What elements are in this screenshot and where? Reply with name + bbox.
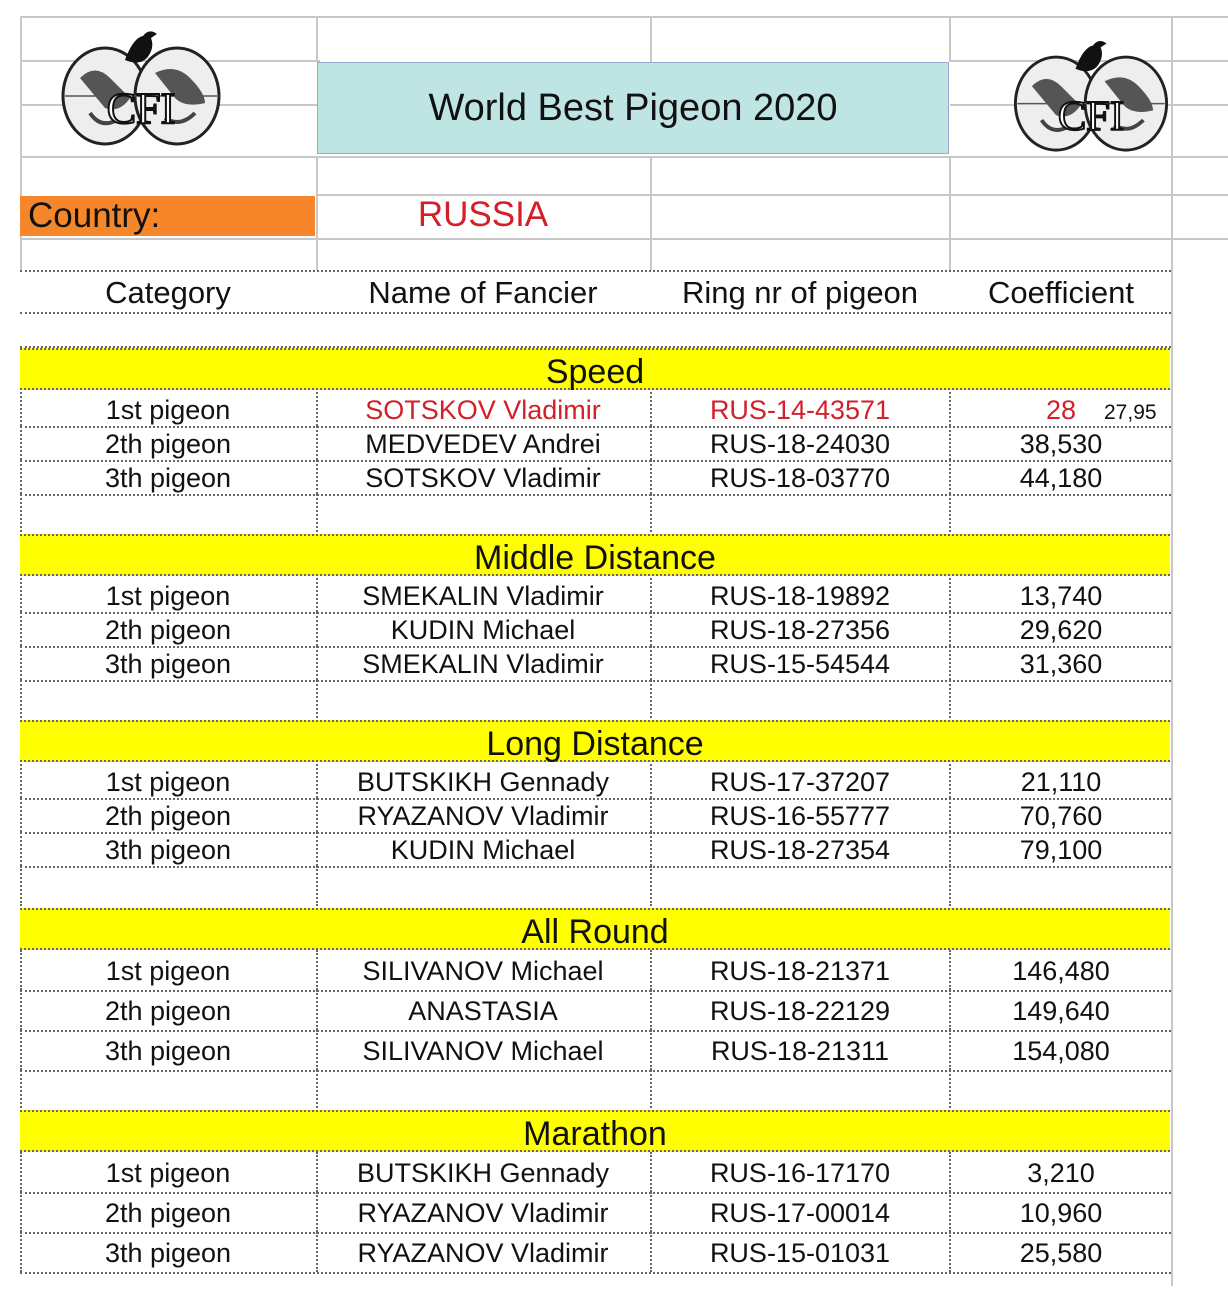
column-divider — [949, 866, 951, 906]
column-divider — [20, 494, 22, 532]
row-category: 2th pigeon — [104, 429, 232, 459]
row-fancier: SOTSKOV Vladimir — [365, 463, 601, 493]
row-category: 1st pigeon — [105, 956, 231, 986]
row-ring: RUS-17-37207 — [709, 767, 891, 797]
column-header-category: Category — [105, 275, 231, 310]
row-coefficient: 154,080 — [1012, 1036, 1110, 1066]
row-fancier: RYAZANOV Vladimir — [357, 801, 609, 831]
column-divider — [316, 1070, 318, 1108]
section-header: Long Distance — [20, 720, 1170, 762]
column-divider — [650, 680, 652, 718]
column-divider — [316, 680, 318, 718]
row-category: 3th pigeon — [104, 1036, 232, 1066]
column-divider — [650, 1070, 652, 1108]
row-coefficient: 70,760 — [1019, 801, 1103, 831]
row-coefficient: 29,620 — [1019, 615, 1103, 645]
row-ring: RUS-18-03770 — [709, 463, 891, 493]
row-category: 1st pigeon — [105, 767, 231, 797]
row-divider — [20, 494, 1171, 496]
column-divider — [650, 494, 652, 532]
row-ring: RUS-15-54544 — [709, 649, 891, 679]
section-header: Marathon — [20, 1110, 1170, 1152]
row-coefficient: 44,180 — [1019, 463, 1103, 493]
row-fancier: RYAZANOV Vladimir — [357, 1238, 609, 1268]
row-category: 2th pigeon — [104, 615, 232, 645]
row-divider — [20, 1272, 1171, 1274]
row-divider — [20, 680, 1171, 682]
row-fancier: SMEKALIN Vladimir — [362, 649, 604, 679]
country-label: Country: — [20, 196, 315, 236]
column-divider — [949, 494, 951, 532]
row-category: 3th pigeon — [104, 835, 232, 865]
row-fancier: MEDVEDEV Andrei — [365, 429, 601, 459]
row-ring: RUS-15-01031 — [709, 1238, 891, 1268]
row-ring: RUS-18-21311 — [710, 1036, 890, 1066]
section-header: Speed — [20, 348, 1170, 390]
row-coefficient: 149,640 — [1012, 996, 1110, 1026]
row-fancier: KUDIN Michael — [390, 835, 576, 865]
row-fancier: SMEKALIN Vladimir — [362, 581, 604, 611]
column-header-ring: Ring nr of pigeon — [681, 275, 919, 310]
row-divider — [20, 866, 1171, 868]
row-category: 3th pigeon — [104, 649, 232, 679]
svg-text:CFI: CFI — [106, 84, 176, 133]
row-fancier: SOTSKOV Vladimir — [365, 395, 601, 425]
row-category: 1st pigeon — [105, 395, 231, 425]
country-value: RUSSIA — [417, 195, 549, 234]
svg-text:CFI: CFI — [1057, 92, 1125, 140]
row-ring: RUS-18-24030 — [709, 429, 891, 459]
row-category: 1st pigeon — [105, 581, 231, 611]
column-divider — [20, 680, 22, 718]
column-header-fancier: Name of Fancier — [368, 275, 598, 310]
row-ring: RUS-17-00014 — [709, 1198, 891, 1228]
column-divider — [949, 680, 951, 718]
row-category: 1st pigeon — [105, 1158, 231, 1188]
row-fancier: BUTSKIKH Gennady — [356, 767, 610, 797]
row-ring: RUS-14-43571 — [709, 395, 891, 425]
row-category: 2th pigeon — [104, 996, 232, 1026]
row-coefficient: 79,100 — [1019, 835, 1103, 865]
fci-logo-left-icon — [60, 18, 222, 148]
row-category: 2th pigeon — [104, 801, 232, 831]
section-header: All Round — [20, 908, 1170, 950]
row-coefficient: 38,530 — [1019, 429, 1103, 459]
row-coefficient: 21,110 — [1020, 767, 1102, 797]
row-coefficient: 25,580 — [1019, 1238, 1103, 1268]
column-divider — [650, 866, 652, 906]
row-fancier: BUTSKIKH Gennady — [356, 1158, 610, 1188]
row-coefficient-note: 27,95 — [1104, 401, 1157, 424]
row-ring: RUS-16-55777 — [709, 801, 891, 831]
row-category: 3th pigeon — [104, 1238, 232, 1268]
row-fancier: SILIVANOV Michael — [362, 956, 604, 986]
column-divider — [20, 1070, 22, 1108]
row-fancier: KUDIN Michael — [390, 615, 576, 645]
row-category: 3th pigeon — [104, 463, 232, 493]
row-coefficient: 13,740 — [1019, 581, 1103, 611]
row-ring: RUS-18-21371 — [709, 956, 891, 986]
row-ring: RUS-18-22129 — [709, 996, 891, 1026]
column-divider — [20, 866, 22, 906]
row-ring: RUS-18-19892 — [709, 581, 891, 611]
row-ring: RUS-18-27356 — [709, 615, 891, 645]
page-title: World Best Pigeon 2020 — [317, 62, 949, 154]
row-fancier: ANASTASIA — [408, 996, 558, 1026]
fci-logo-right-icon — [1010, 28, 1172, 154]
row-coefficient: 31,360 — [1019, 649, 1103, 679]
column-divider — [949, 1070, 951, 1108]
row-ring: RUS-16-17170 — [709, 1158, 891, 1188]
column-divider — [316, 494, 318, 532]
row-ring: RUS-18-27354 — [709, 835, 891, 865]
column-header-coefficient: Coefficient — [988, 275, 1134, 310]
row-fancier: SILIVANOV Michael — [362, 1036, 604, 1066]
row-coefficient: 28 — [1045, 395, 1077, 425]
row-coefficient: 10,960 — [1019, 1198, 1103, 1228]
section-header: Middle Distance — [20, 534, 1170, 576]
row-coefficient: 3,210 — [1027, 1158, 1095, 1188]
row-divider — [20, 1070, 1171, 1072]
column-divider — [316, 866, 318, 906]
row-fancier: RYAZANOV Vladimir — [357, 1198, 609, 1228]
row-category: 2th pigeon — [104, 1198, 232, 1228]
row-coefficient: 146,480 — [1012, 956, 1110, 986]
